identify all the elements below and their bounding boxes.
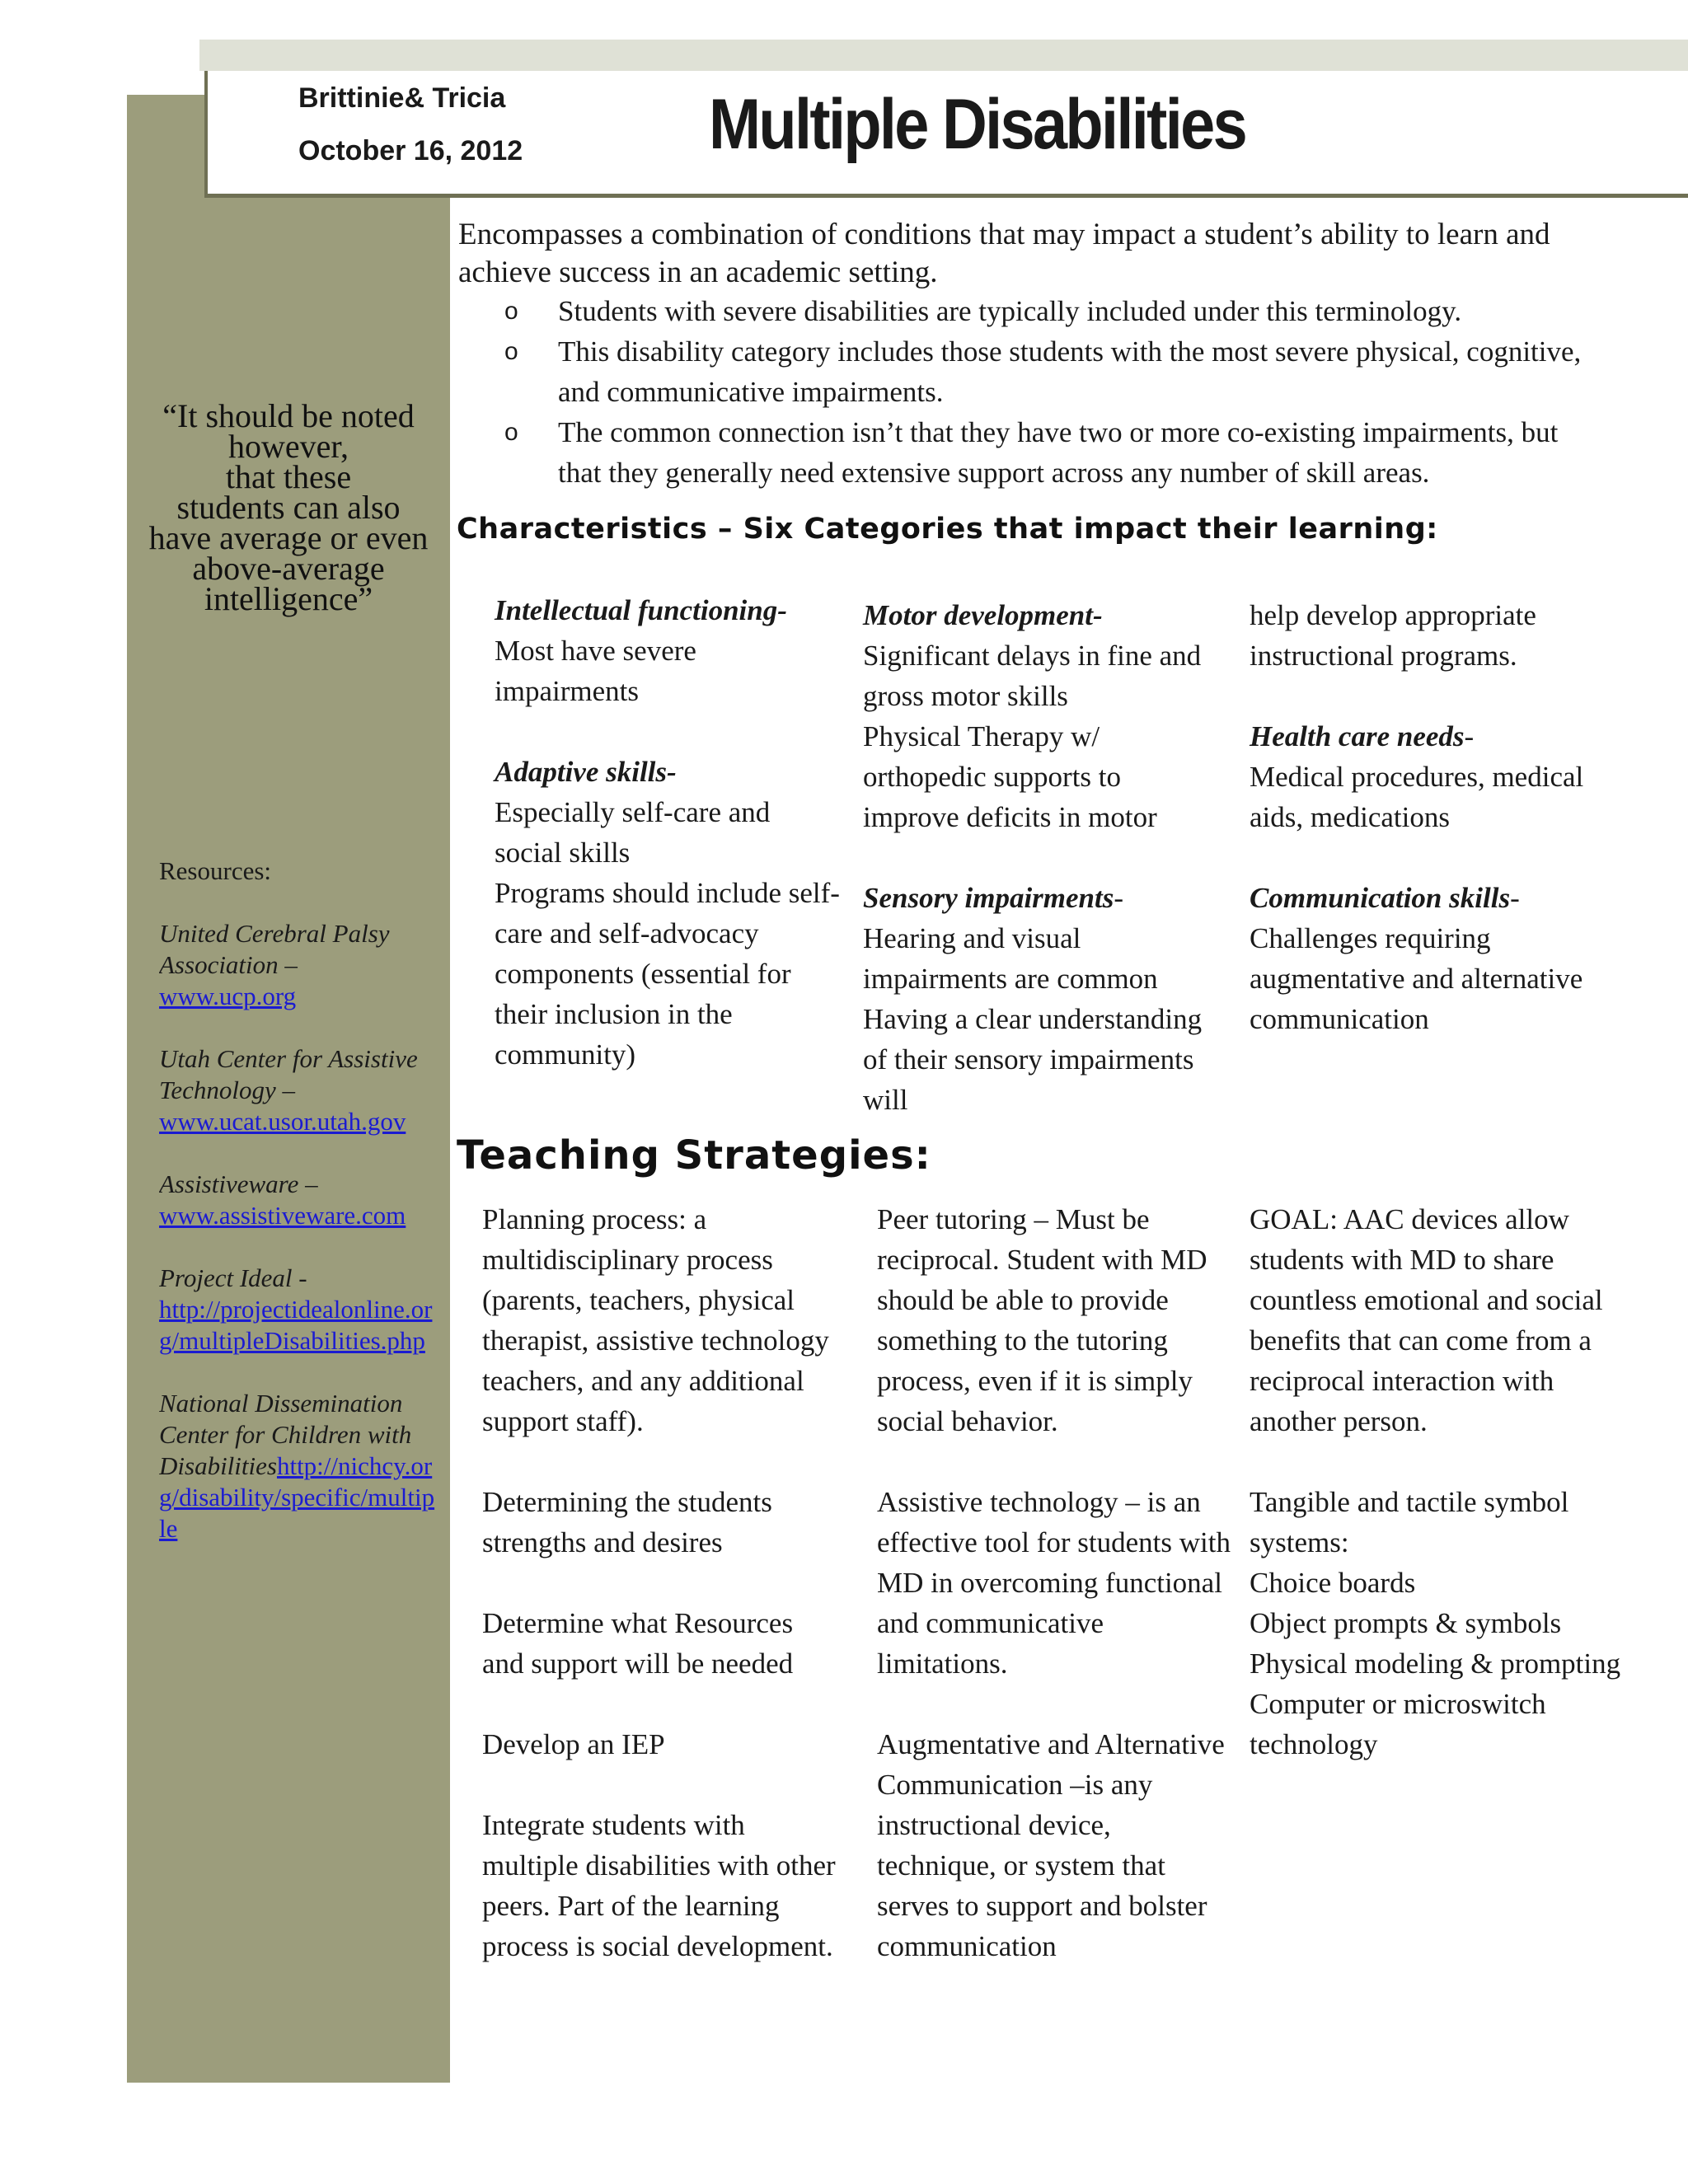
- strategy-text: Computer or microswitch technology: [1250, 1688, 1546, 1760]
- category-text: Most have severe impairments: [495, 635, 696, 707]
- list-item: [504, 412, 1601, 493]
- strategy-text: GOAL: AAC devices allow students with MD to share countless emotional and social benefits that can come from a reciprocal interaction with another person.: [1250, 1203, 1603, 1437]
- category-text: Significant delays in fine and gross motor skills: [863, 640, 1202, 712]
- title-dash: -: [1093, 599, 1103, 631]
- strategy-text: Peer tutoring – Must be reciprocal. Student with MD should be able to provide something to the tutoring process, even if it is simply social behavior.: [877, 1203, 1207, 1437]
- strategy-text: Integrate students with multiple disabilities with other peers. Part of the learning process is social development.: [482, 1809, 836, 1962]
- strategy-text: Planning process: a multidisciplinary process (parents, teachers, physical therapist, assistive technology teachers, and any additional support staff).: [482, 1203, 829, 1437]
- resource-link[interactable]: www.assistiveware.com: [159, 1201, 406, 1230]
- category-title: Adaptive skills: [495, 756, 668, 788]
- quote-line: however,: [227, 428, 349, 465]
- list-item: [504, 291, 1601, 331]
- resource-item: [159, 1043, 439, 1137]
- strategy-text: Tangible and tactile symbol systems:: [1250, 1486, 1569, 1558]
- category-title: Intellectual functioning: [495, 594, 778, 626]
- strategy-text: Determining the students strengths and desires: [482, 1486, 772, 1558]
- quote-line: “It should be noted: [162, 397, 415, 434]
- title-dash: -: [777, 594, 787, 626]
- resource-item: [159, 1263, 439, 1357]
- characteristics-heading: Characteristics – Six Categories that impact their learning:: [457, 513, 1438, 546]
- strategy-text: Determine what Resources and support will be needed: [482, 1607, 794, 1680]
- list-item: [504, 331, 1601, 412]
- strategies-column-2: [877, 1199, 1231, 1966]
- category-text: Programs should include self-care and self-advocacy components (essential for their inclusion in the community): [495, 877, 840, 1071]
- author-names: Brittinie& Tricia: [298, 82, 506, 114]
- sidebar-quote: [127, 397, 450, 617]
- bullet-text: Students with severe disabilities are typically included under this terminology.: [558, 295, 1462, 327]
- resource-link[interactable]: www.ucat.usor.utah.gov: [159, 1107, 406, 1136]
- resource-link[interactable]: http://projectidealonline.org/multipleDisabilities.php: [159, 1295, 433, 1355]
- strategy-text: Assistive technology – is an effective tool for students with MD in overcoming functional and communicative limitations.: [877, 1486, 1231, 1680]
- strategies-column-3: [1250, 1199, 1629, 1765]
- intro-bullets: [504, 291, 1601, 493]
- intro-paragraph: Encompasses a combination of conditions that may impact a student’s ability to learn and achieve success in an academic setting.: [458, 218, 1550, 289]
- strategy-text: Develop an IEP: [482, 1728, 665, 1760]
- resource-name: Utah Center for Assistive Technology –: [159, 1044, 418, 1104]
- resource-link[interactable]: www.ucp.org: [159, 982, 297, 1010]
- quote-line: above-average: [192, 550, 385, 587]
- bullet-marker: o: [504, 338, 518, 365]
- strategy-text: Augmentative and Alternative Communication –is any instructional device, technique, or system that serves to support and bolster communication: [877, 1728, 1225, 1962]
- resource-item: [159, 918, 439, 1012]
- title-dash: -: [1114, 882, 1124, 914]
- category-title: Health care needs: [1250, 720, 1465, 752]
- category-text: Challenges requiring augmentative and alternative communication: [1250, 922, 1583, 1035]
- category-text: Especially self-care and social skills: [495, 796, 771, 869]
- publication-date: October 16, 2012: [298, 135, 523, 166]
- quote-line: have average or even: [148, 519, 429, 556]
- resource-item: [159, 1169, 439, 1231]
- teaching-strategies-heading: Teaching Strategies:: [457, 1132, 931, 1179]
- resource-name: National Dissemination Center for Children with Disabilities: [159, 1389, 412, 1480]
- category-text: Physical Therapy w/ orthopedic supports to improve deficits in motor: [863, 720, 1157, 833]
- quote-line: intelligence”: [204, 580, 373, 617]
- bullet-marker: o: [504, 298, 518, 325]
- strategy-text: Choice boards: [1250, 1567, 1416, 1599]
- category-text: help develop appropriate instructional programs.: [1250, 599, 1536, 672]
- category-text: Medical procedures, medical aids, medications: [1250, 761, 1584, 833]
- characteristics-column-3: [1250, 595, 1629, 1039]
- category-title: Sensory impairments: [863, 882, 1114, 914]
- resources-heading: Resources:: [159, 856, 272, 885]
- characteristics-column-2: [863, 595, 1209, 1120]
- category-title: Motor development: [863, 599, 1093, 631]
- title-dash: -: [1464, 720, 1475, 752]
- characteristics-column-1: [495, 590, 841, 1075]
- strategies-column-1: [482, 1199, 837, 1966]
- header-top-strip: [199, 40, 1688, 71]
- page-title: Multiple Disabilities: [709, 85, 1246, 164]
- bullet-text: This disability category includes those students with the most severe physical, cognitive, and communicative impairments.: [558, 335, 1582, 408]
- bullet-text: The common connection isn’t that they have two or more co-existing impairments, but that they generally need extensive support across any number of skill areas.: [558, 416, 1559, 489]
- category-text: Having a clear understanding of their sensory impairments will: [863, 1003, 1203, 1116]
- resources-list: [159, 855, 439, 1597]
- resource-name: Assistiveware –: [159, 1169, 318, 1198]
- resource-item: [159, 1388, 439, 1544]
- resource-name: United Cerebral Palsy Association –: [159, 919, 390, 979]
- title-dash: -: [667, 756, 677, 788]
- quote-line: that these: [225, 458, 352, 495]
- category-text: Hearing and visual impairments are common: [863, 922, 1158, 995]
- resource-link[interactable]: http://nichcy.org/disability/specific/multiple: [159, 1451, 435, 1543]
- category-title: Communication skills: [1250, 882, 1511, 914]
- bullet-marker: o: [504, 419, 518, 446]
- title-dash: -: [1510, 882, 1520, 914]
- resource-name: Project Ideal -: [159, 1263, 307, 1292]
- strategy-text: Physical modeling & prompting: [1250, 1647, 1621, 1680]
- strategy-text: Object prompts & symbols: [1250, 1607, 1562, 1639]
- quote-line: students can also: [176, 489, 401, 526]
